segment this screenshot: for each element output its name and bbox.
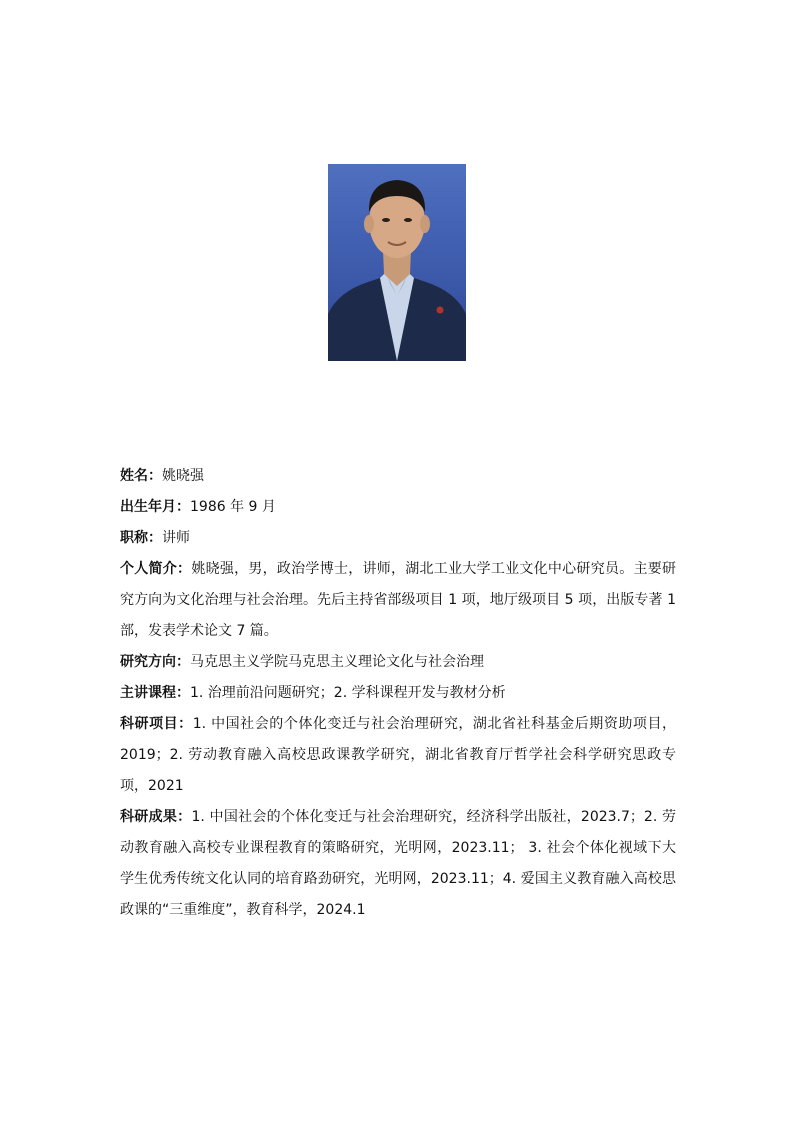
achievements-label: 科研成果：: [120, 809, 192, 825]
research-direction-label: 研究方向：: [120, 654, 190, 670]
profile-details: [120, 461, 676, 926]
title-label: 职称：: [120, 530, 162, 546]
research-direction-row: [120, 647, 676, 678]
projects-label: 科研项目：: [120, 716, 193, 732]
name-label: 姓名：: [120, 468, 162, 484]
title-value: 讲师: [162, 530, 190, 546]
courses-value: 1. 治理前沿问题研究；2. 学科课程开发与教材分析: [190, 685, 506, 701]
projects-row: [120, 709, 676, 802]
achievements-value: 1. 中国社会的个体化变迁与社会治理研究，经济科学出版社，2023.7；2. 劳动教育融入高校专业课程教育的策略研究，光明网，2023.11； 3. 社会个体化视域下大学生优秀传统文化认同的培育路劲研究，光明网，2023.11；4. 爱国主义教育融入高校思政课的“三重维度”，教育科学，2024.1: [120, 809, 677, 918]
birth-label: 出生年月：: [120, 499, 190, 515]
profile-photo: [328, 164, 466, 361]
intro-row: [120, 554, 676, 647]
name-value: 姚晓强: [162, 468, 204, 484]
projects-value: 1. 中国社会的个体化变迁与社会治理研究，湖北省社科基金后期资助项目，2019；2. 劳动教育融入高校思政课教学研究，湖北省教育厅哲学社会科学研究思政专项，2021: [120, 716, 676, 794]
name-row: [120, 461, 676, 492]
research-direction-value: 马克思主义学院马克思主义理论文化与社会治理: [190, 654, 484, 670]
intro-label: 个人简介：: [120, 561, 192, 577]
birth-row: [120, 492, 676, 523]
title-row: [120, 523, 676, 554]
birth-value: 1986 年 9 月: [190, 499, 276, 515]
courses-row: [120, 678, 676, 709]
intro-value: 姚晓强，男，政治学博士，讲师，湖北工业大学工业文化中心研究员。主要研究方向为文化治理与社会治理。先后主持省部级项目 1 项，地厅级项目 5 项，出版专著 1 部，发表学术论文 7 篇。: [120, 561, 677, 639]
achievements-row: [120, 802, 676, 926]
courses-label: 主讲课程：: [120, 685, 190, 701]
